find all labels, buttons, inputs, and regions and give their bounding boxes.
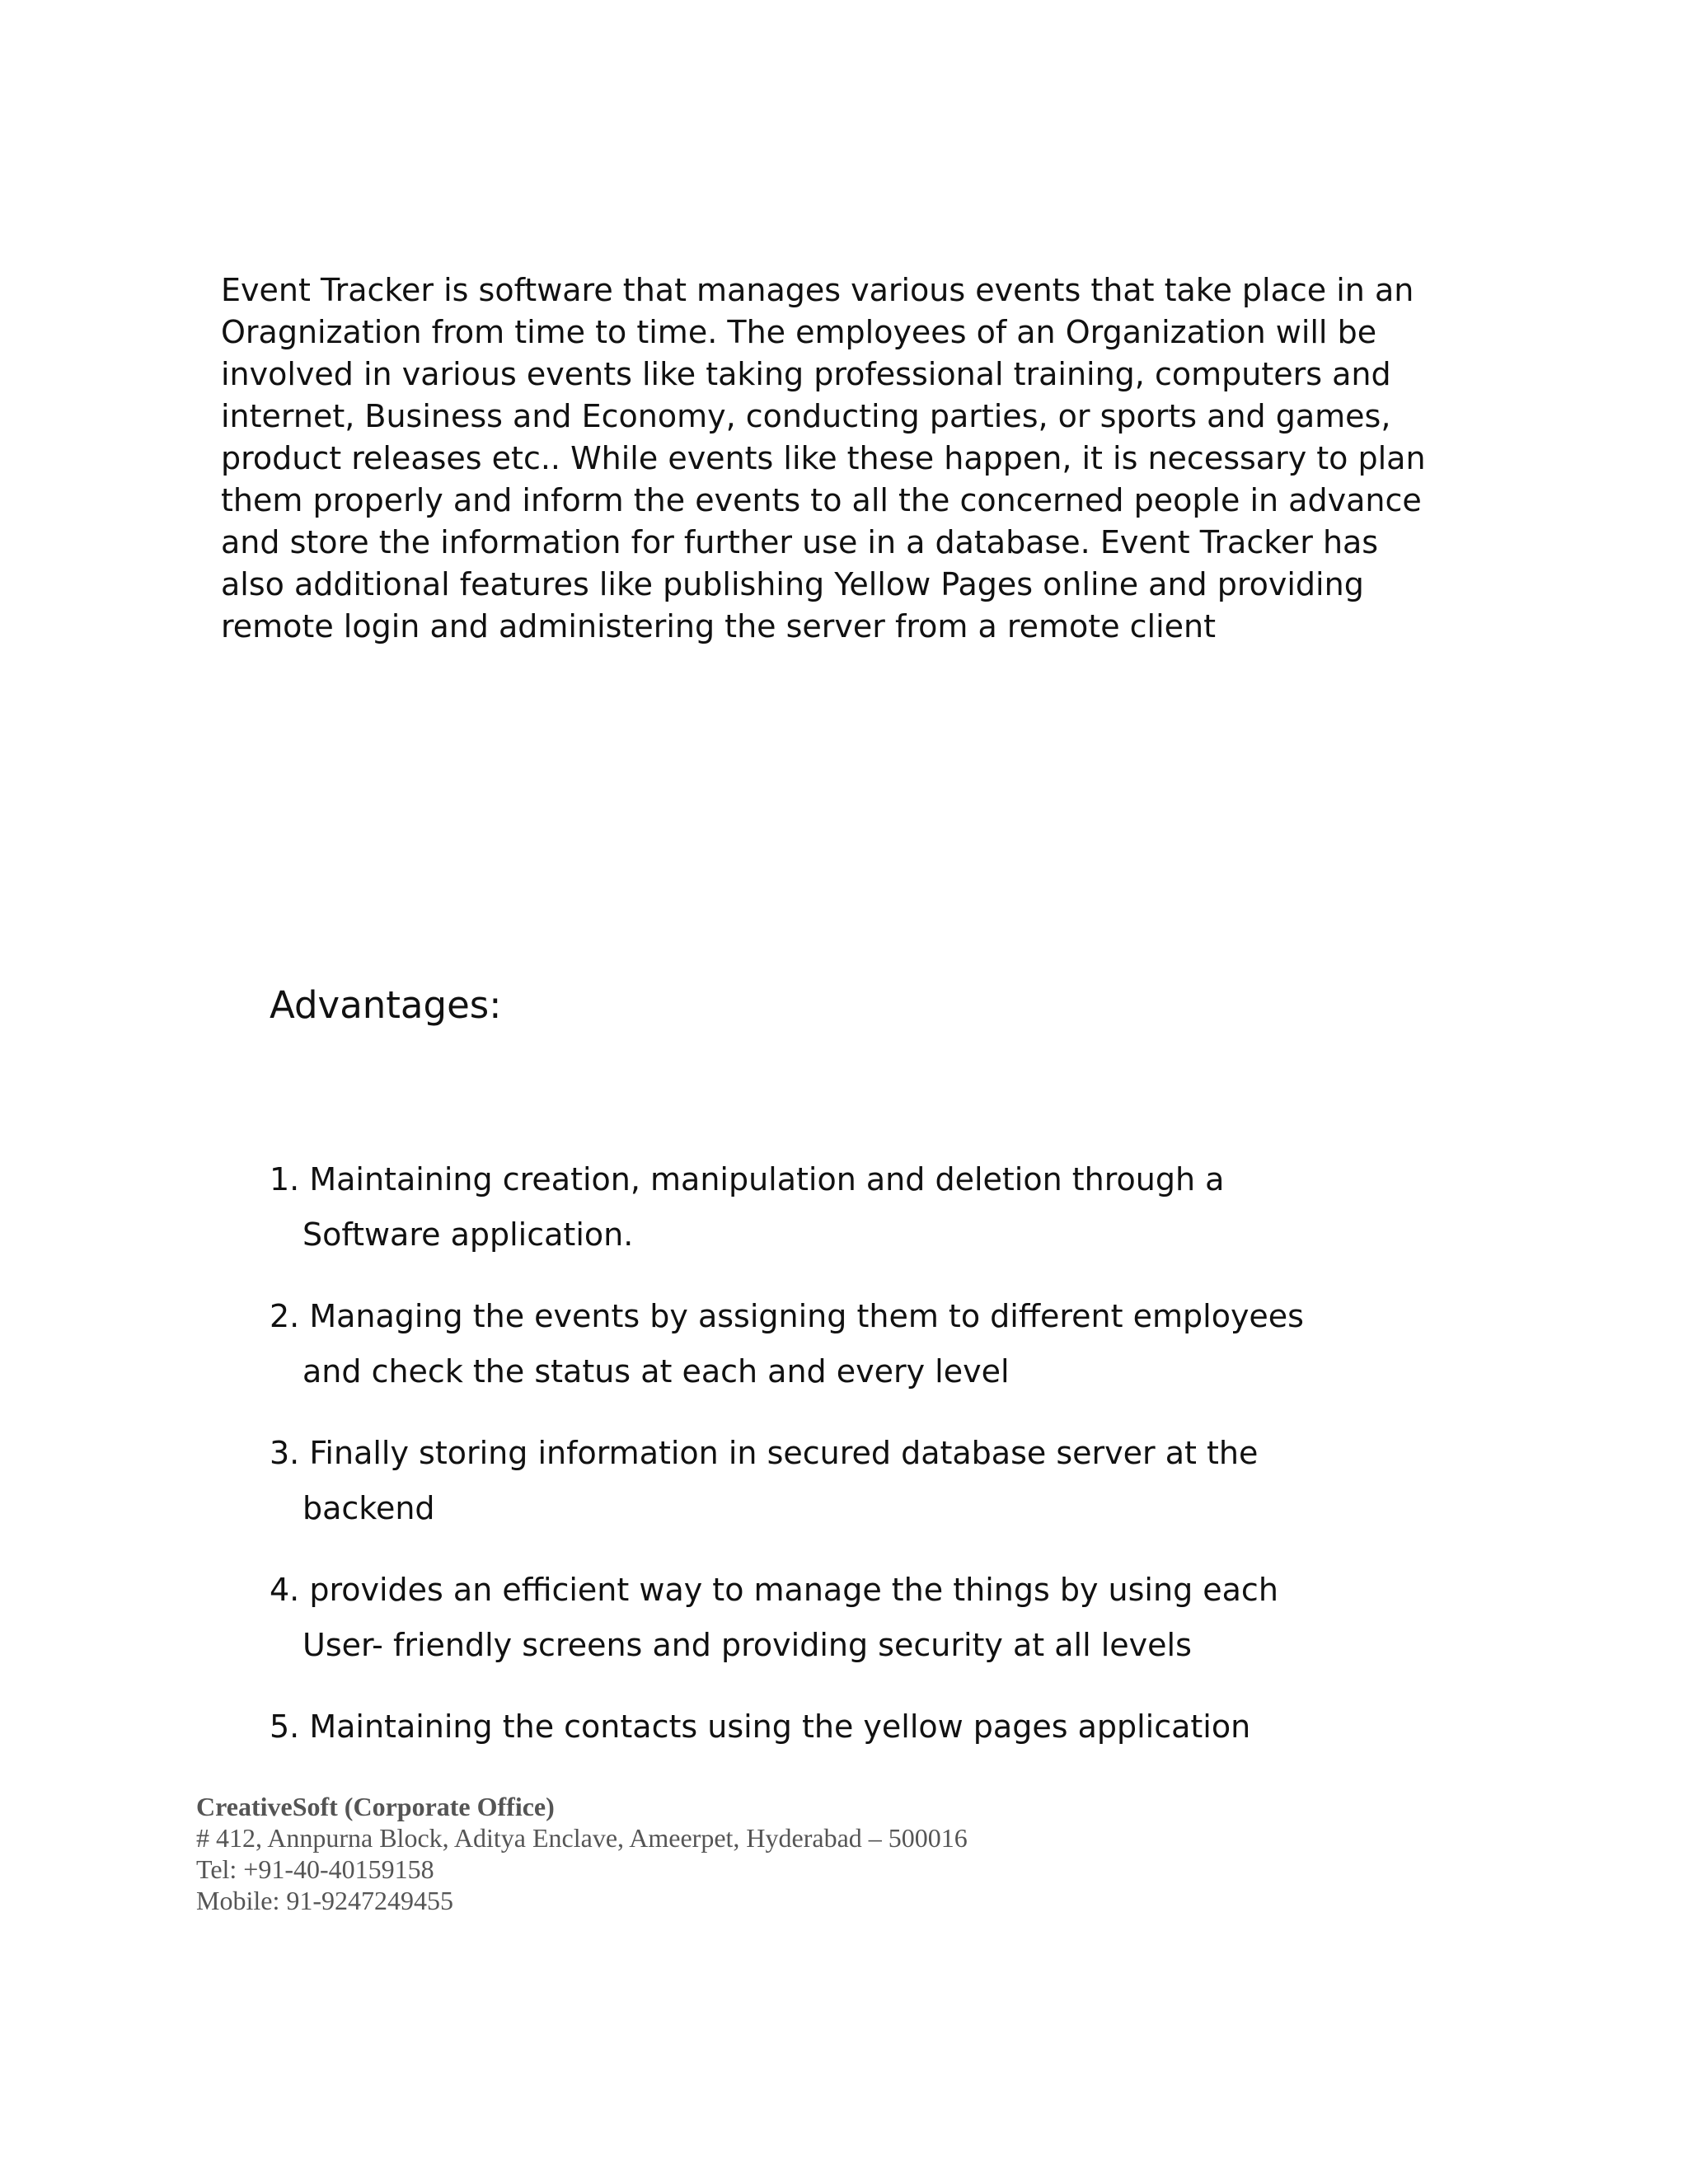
advantage-item — [270, 1152, 1440, 1289]
intro-line: internet, Business and Economy, conducting parties, or sports and games, — [221, 398, 1391, 434]
company-address: # 412, Annpurna Block, Aditya Enclave, Ameerpet, Hyderabad – 500016 — [196, 1823, 968, 1853]
footer-contact — [196, 1791, 968, 1916]
advantage-item — [270, 1699, 1440, 1755]
advantage-item — [270, 1563, 1440, 1699]
item-spacer — [270, 1536, 1440, 1563]
advantage-item — [270, 1289, 1440, 1426]
advantage-item-line: 2. Managing the events by assigning them to different employees — [270, 1298, 1304, 1334]
advantage-item-continuation: and check the status at each and every level — [302, 1353, 1010, 1390]
advantage-item — [270, 1426, 1440, 1563]
intro-line: Oragnization from time to time. The employees of an Organization will be — [221, 314, 1377, 350]
advantage-item-line: 5. Maintaining the contacts using the yellow pages application — [270, 1708, 1251, 1745]
advantage-item-line: 4. provides an efficient way to manage the things by using each — [270, 1572, 1278, 1608]
advantage-item-continuation: User- friendly screens and providing security at all levels — [302, 1627, 1192, 1663]
intro-line: product releases etc.. While events like these happen, it is necessary to plan — [221, 440, 1426, 476]
company-mobile: Mobile: 91-9247249455 — [196, 1886, 453, 1915]
intro-line: them properly and inform the events to all the concerned people in advance — [221, 482, 1422, 518]
company-name: CreativeSoft (Corporate Office) — [196, 1792, 555, 1821]
intro-line: involved in various events like taking professional training, computers and — [221, 356, 1391, 392]
intro-line: remote login and administering the server from a remote client — [221, 608, 1217, 644]
intro-line: and store the information for further use in a database. Event Tracker has — [221, 524, 1379, 560]
item-spacer — [270, 1399, 1440, 1426]
intro-paragraph — [221, 269, 1424, 648]
advantage-item-continuation: backend — [302, 1490, 435, 1526]
advantages-list — [270, 1152, 1440, 1755]
advantage-item-continuation: Software application. — [302, 1216, 634, 1253]
item-spacer — [270, 1673, 1440, 1699]
company-telephone: Tel: +91-40-40159158 — [196, 1854, 434, 1884]
advantages-heading: Advantages: — [270, 983, 502, 1027]
intro-line: also additional features like publishing Yellow Pages online and providing — [221, 566, 1364, 602]
item-spacer — [270, 1263, 1440, 1289]
intro-line: Event Tracker is software that manages various events that take place in an — [221, 272, 1414, 308]
advantage-item-line: 3. Finally storing information in secured database server at the — [270, 1435, 1259, 1471]
advantage-item-line: 1. Maintaining creation, manipulation and deletion through a — [270, 1161, 1225, 1197]
